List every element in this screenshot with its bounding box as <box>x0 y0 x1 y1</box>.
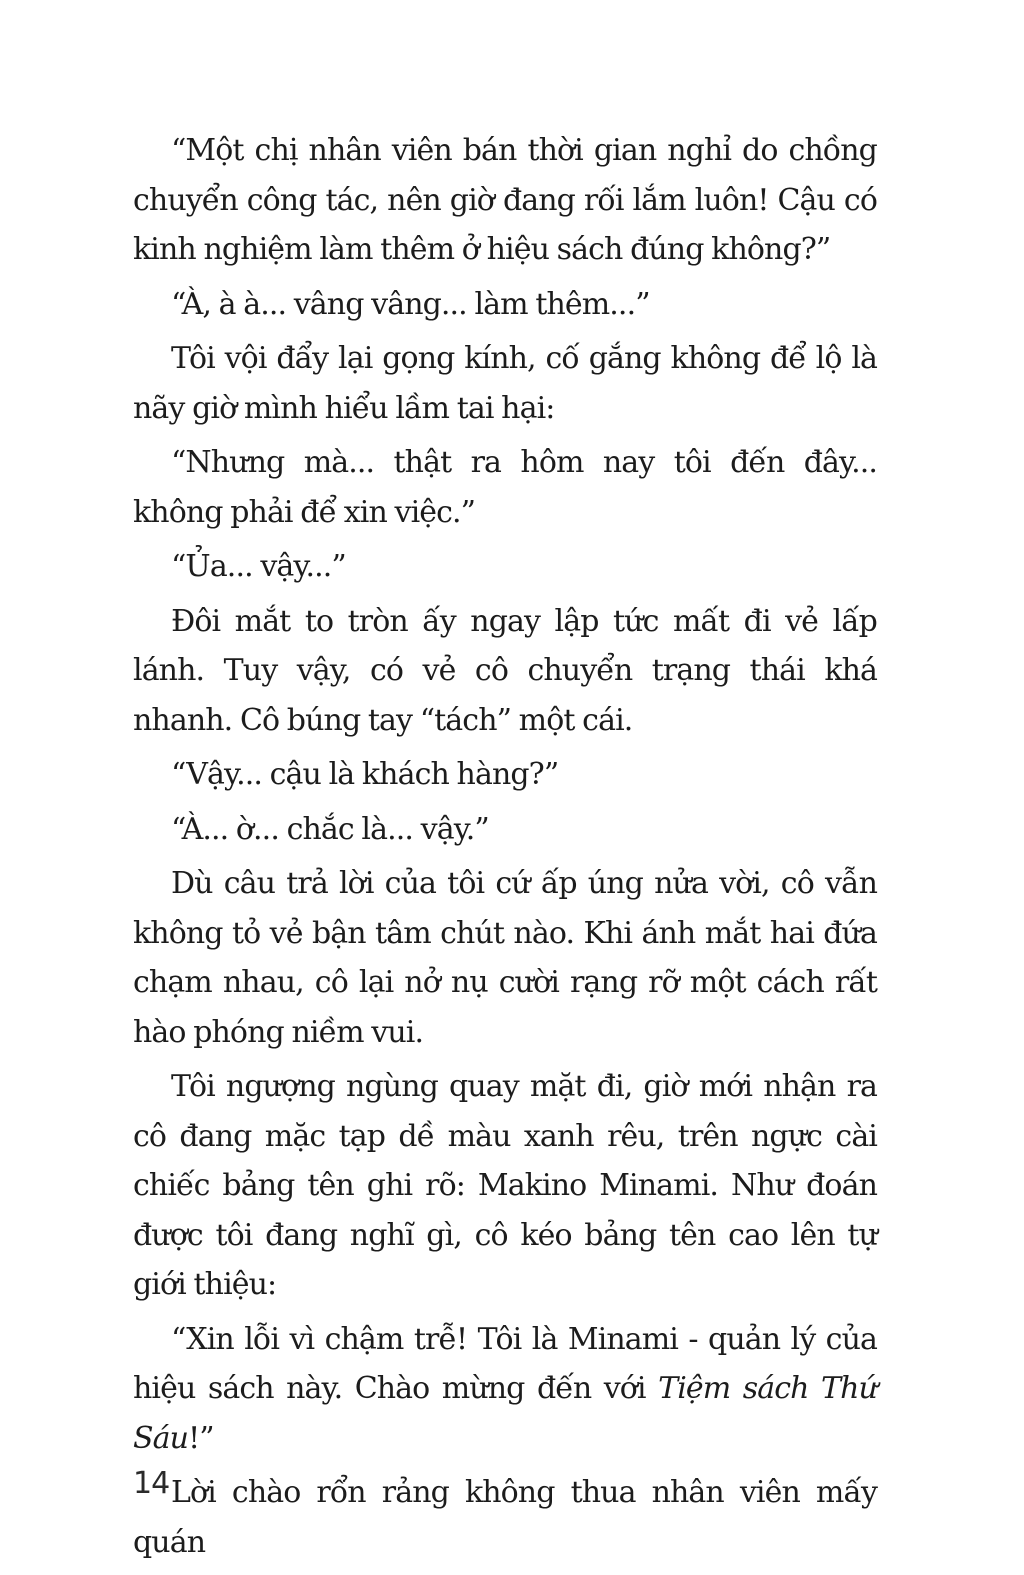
body-text <box>133 126 877 1572</box>
paragraph: Tôi vội đẩy lại gọng kính, cố gắng không để lộ là nãy giờ mình hiểu lầm tai hại: <box>133 341 877 426</box>
paragraph: “À, à à... vâng vâng... làm thêm...” <box>171 286 650 322</box>
paragraph: Tôi ngượng ngùng quay mặt đi, giờ mới nhận ra cô đang mặc tạp dề màu xanh rêu, trên ngực cài chiếc bảng tên ghi rõ: Makino Minami. Như đoán được tôi đang nghĩ gì, cô kéo bảng tên cao lên tự giới thiệu: <box>133 1069 877 1302</box>
last-paragraph: Lời chào rổn rảng không thua nhân viên mấy quán <box>133 1475 877 1560</box>
paragraph: “Một chị nhân viên bán thời gian nghỉ do chồng chuyển công tác, nên giờ đang rối lắm luôn! Cậu có kinh nghiệm làm thêm ở hiệu sách đúng không?” <box>133 133 877 267</box>
bookstore-name: Tiệm sách Thứ Sáu <box>133 1371 877 1456</box>
paragraph: Đôi mắt to tròn ấy ngay lập tức mất đi vẻ lấp lánh. Tuy vậy, có vẻ cô chuyển trạng thái khá nhanh. Cô búng tay “tách” một cái. <box>133 603 877 738</box>
paragraph: “Vậy... cậu là khách hàng?” <box>171 757 559 792</box>
greeting-text-after: !” <box>188 1420 214 1456</box>
paragraph: “À... ờ... chắc là... vậy.” <box>171 811 489 847</box>
paragraph: Dù câu trả lời của tôi cứ ấp úng nửa vời, cô vẫn không tỏ vẻ bận tâm chút nào. Khi ánh mắt hai đứa chạm nhau, cô lại nở nụ cười rạng rỡ một cách rất hào phóng niềm vui. <box>133 866 877 1050</box>
paragraph: “Ủa... vậy...” <box>171 549 346 584</box>
greeting-text-before: “Xin lỗi vì chậm trễ! Tôi là Minami - quản lý của hiệu sách này. Chào mừng đến với <box>133 1321 877 1406</box>
greeting-paragraph <box>133 1315 877 1464</box>
page-number: 14 <box>133 1466 170 1501</box>
paragraph: “Nhưng mà... thật ra hôm nay tôi đến đây... không phải để xin việc.” <box>133 445 877 530</box>
